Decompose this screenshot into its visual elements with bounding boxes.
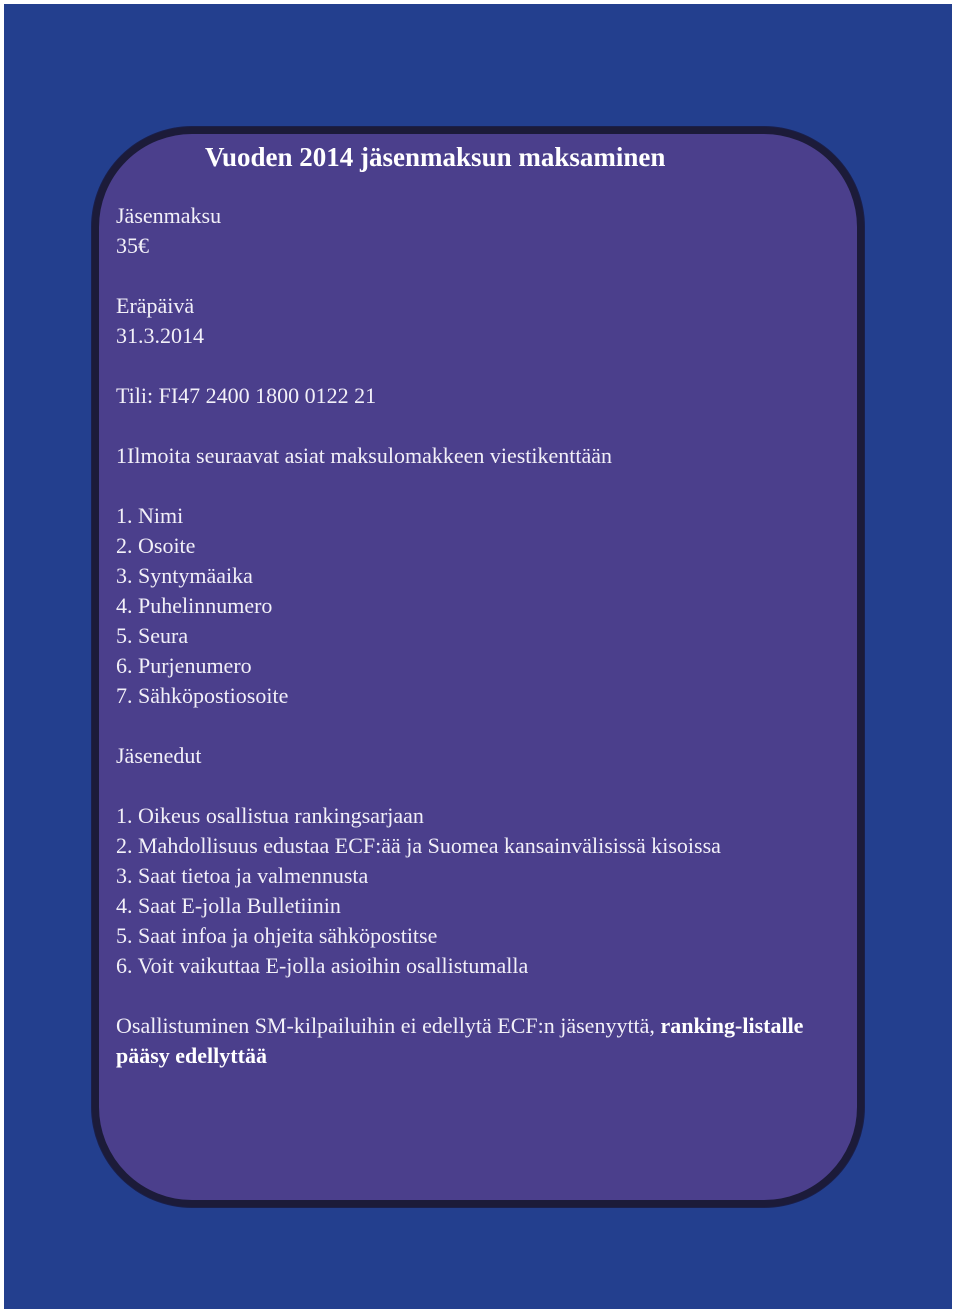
card-content xyxy=(116,201,816,1071)
list-item: 6. Purjenumero xyxy=(116,653,252,678)
spacer xyxy=(116,351,816,381)
note-text: Osallistuminen SM-kilpailuihin ei edellytä ECF:n jäsenyyttä, xyxy=(116,1013,661,1038)
list-item: 1. Oikeus osallistua rankingsarjaan xyxy=(116,803,424,828)
list-item: 7. Sähköpostiosoite xyxy=(116,683,289,708)
list-item: 5. Saat infoa ja ohjeita sähköpostitse xyxy=(116,923,438,948)
list-item: 3. Saat tietoa ja valmennusta xyxy=(116,863,369,888)
spacer xyxy=(116,711,816,741)
benefits-heading: Jäsenedut xyxy=(116,743,202,768)
list-item: 3. Syntymäaika xyxy=(116,563,253,588)
list-item: 4. Saat E-jolla Bulletiinin xyxy=(116,893,341,918)
benefits-list xyxy=(116,801,816,981)
page-title: Vuoden 2014 jäsenmaksun maksaminen xyxy=(205,142,666,172)
spacer xyxy=(116,471,816,501)
spacer xyxy=(116,771,816,801)
due-date: 31.3.2014 xyxy=(116,323,204,348)
list-item: 2. Mahdollisuus edustaa ECF:ää ja Suomea kansainvälisissä kisoissa xyxy=(116,833,721,858)
due-date-label: Eräpäivä xyxy=(116,293,195,318)
note-emphasis: ranking-listalle pääsy edellyttää xyxy=(116,1013,804,1068)
payment-instructions: 1Ilmoita seuraavat asiat maksulomakkeen viestikenttään xyxy=(116,443,613,468)
list-item: 5. Seura xyxy=(116,623,189,648)
list-item: 4. Puhelinnumero xyxy=(116,593,273,618)
spacer xyxy=(116,411,816,441)
account-number: Tili: FI47 2400 1800 0122 21 xyxy=(116,383,377,408)
spacer xyxy=(116,261,816,291)
membership-note xyxy=(116,1011,816,1071)
list-item: 2. Osoite xyxy=(116,533,196,558)
fee-amount: 35€ xyxy=(116,233,149,258)
list-item: 6. Voit vaikuttaa E-jolla asioihin osallistumalla xyxy=(116,953,529,978)
spacer xyxy=(116,981,816,1011)
list-item: 1. Nimi xyxy=(116,503,184,528)
message-fields-list xyxy=(116,501,816,711)
fee-label: Jäsenmaksu xyxy=(116,203,222,228)
